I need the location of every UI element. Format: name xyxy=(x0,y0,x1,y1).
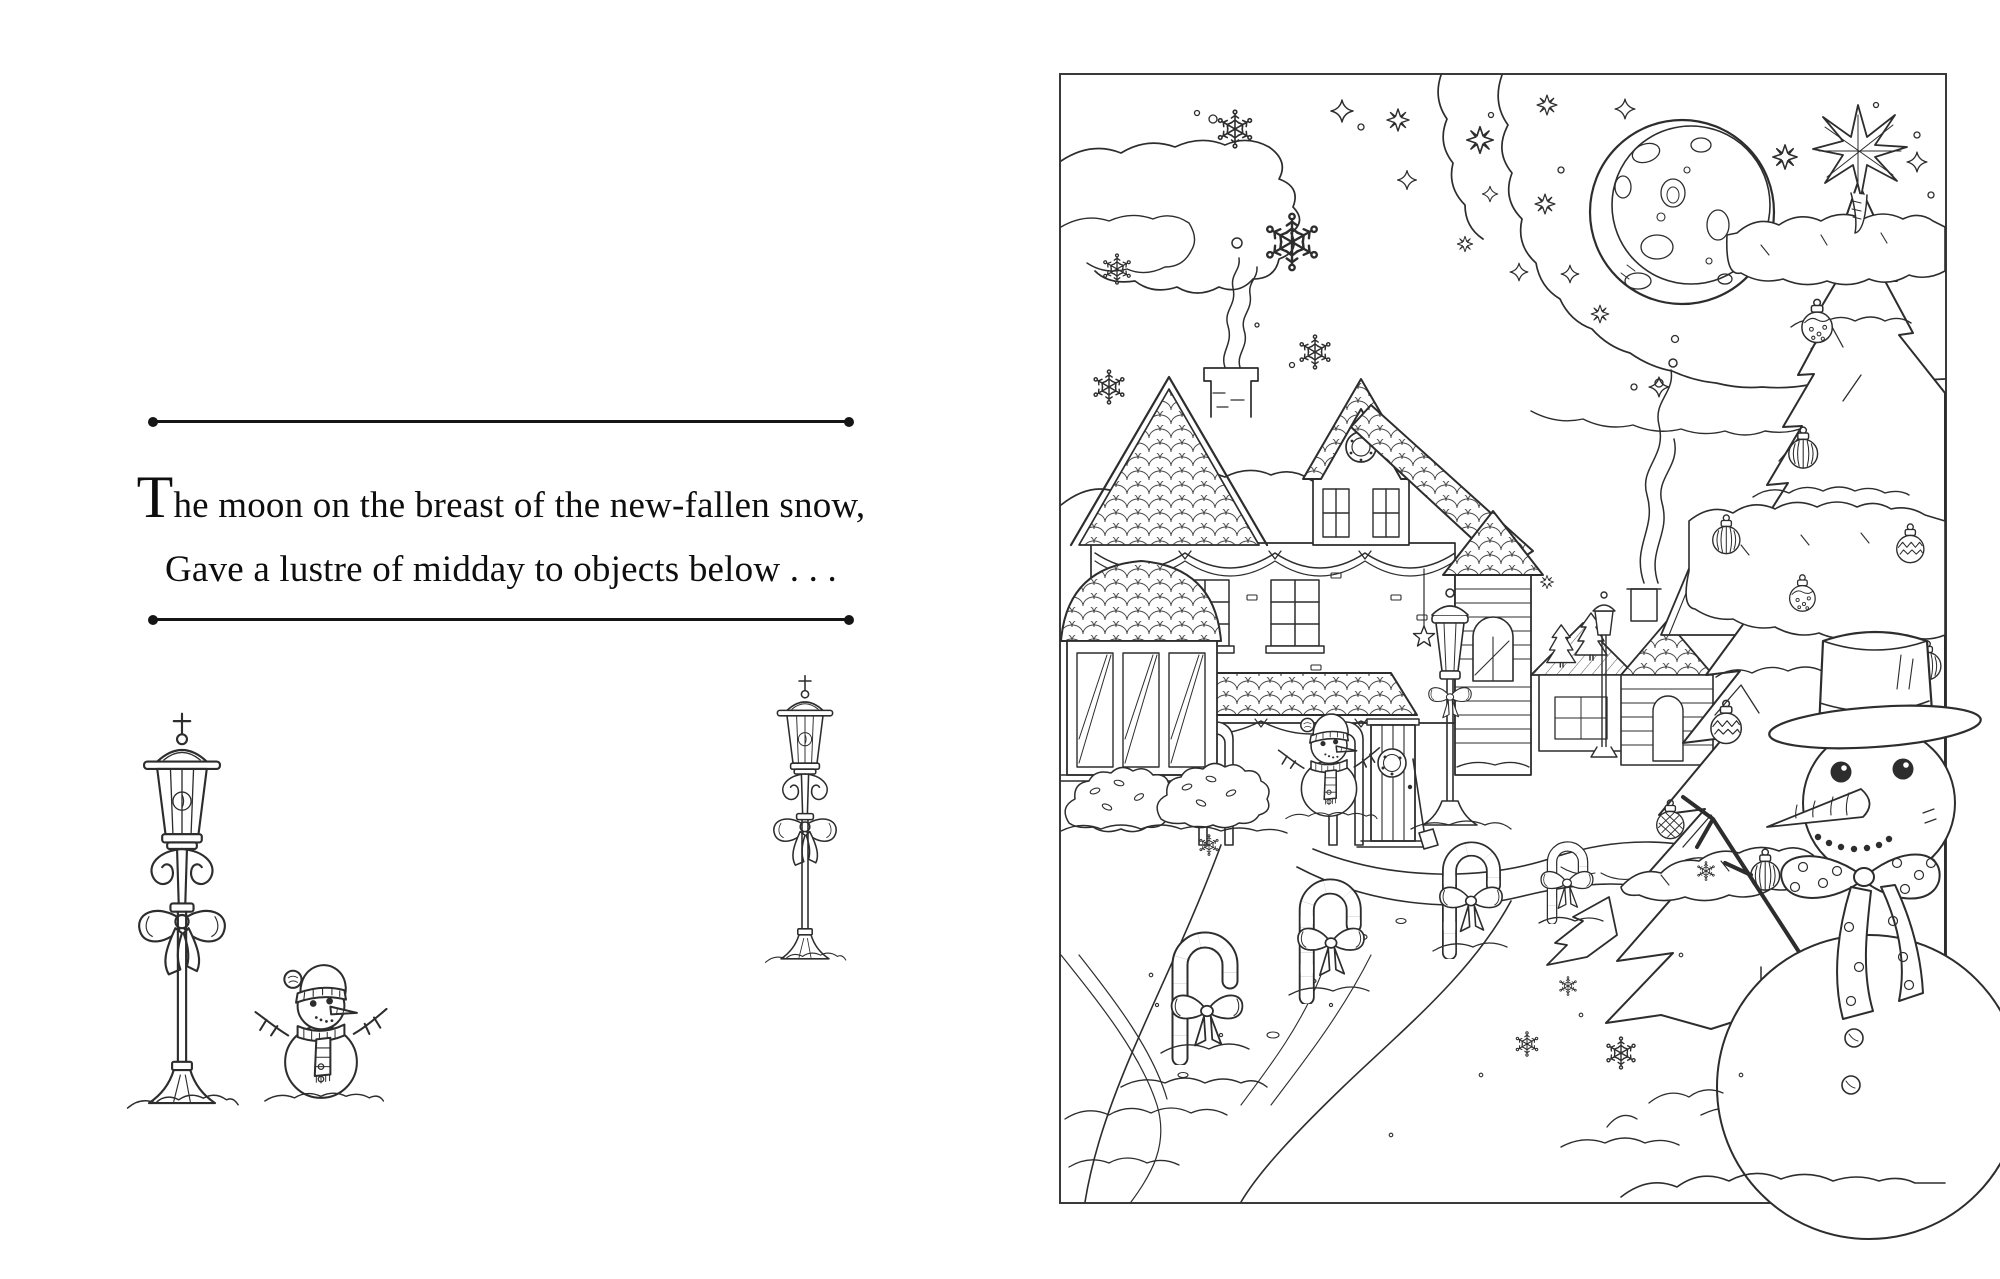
candy-cane xyxy=(1161,940,1249,1058)
small-snowman xyxy=(1279,714,1380,819)
chimney-smoke xyxy=(1224,238,1677,583)
decorative-rule-bottom xyxy=(155,618,847,621)
bay-window xyxy=(1061,561,1223,781)
quote-line-1: The moon on the breast of the new-fallen snow, xyxy=(136,464,866,530)
street-lamp-illustration-small xyxy=(757,649,853,995)
front-door xyxy=(1357,719,1429,847)
pine-tree-icon xyxy=(1547,625,1576,667)
quote-line-2: Gave a lustre of midday to objects below . . . xyxy=(165,549,837,590)
snowman-illustration xyxy=(243,948,399,1112)
decorative-rule-top xyxy=(155,420,847,423)
coloring-illustration-frame xyxy=(1059,73,1947,1204)
village-houses xyxy=(1061,368,1757,849)
candy-cane xyxy=(1433,849,1507,953)
tree-star-topper xyxy=(1813,105,1907,233)
snow-shovel xyxy=(1413,759,1438,849)
chimney xyxy=(1204,368,1258,417)
christmas-village-scene xyxy=(1061,75,1945,1202)
candy-canes xyxy=(1161,847,1603,1059)
street-lamp-illustration-large xyxy=(116,676,248,1154)
